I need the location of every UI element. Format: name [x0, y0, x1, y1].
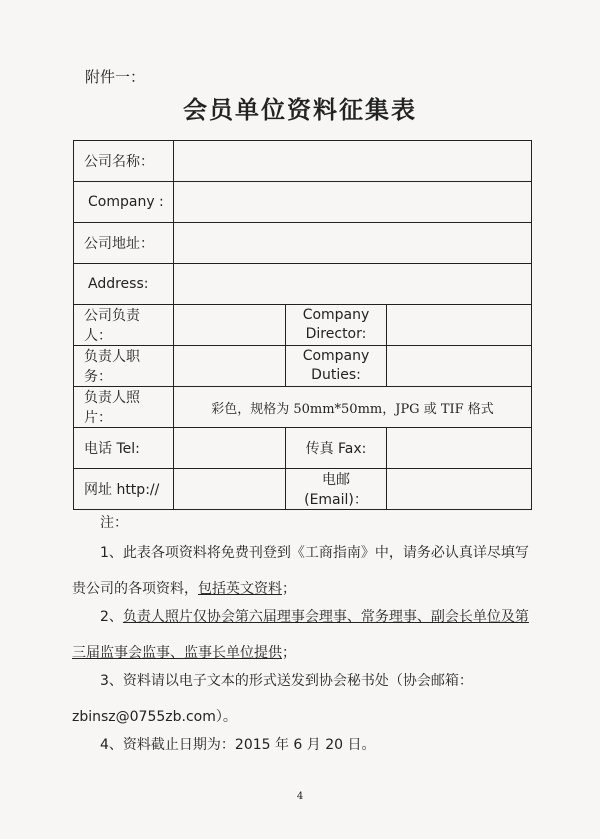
- director-en-label-line1: Company: [302, 307, 370, 323]
- website-field[interactable]: [174, 469, 286, 510]
- company-name-label: 公司名称：: [74, 141, 174, 182]
- note-3-email: zbinsz@0755zb.com）。: [72, 709, 237, 725]
- company-en-field[interactable]: [174, 182, 532, 223]
- member-info-form: [73, 140, 532, 510]
- director-en-label-line2: Director:: [305, 326, 367, 342]
- website-label: 网址 http://: [74, 469, 174, 510]
- address-label: 公司地址：: [74, 223, 174, 264]
- note-1-line1: 1、此表各项资料将免费刊登到《工商指南》中，请务必认真详尽填写: [100, 545, 529, 561]
- note-2-line1: [72, 606, 534, 626]
- note-1: [72, 542, 534, 598]
- duties-en-label: [286, 346, 387, 387]
- note-1-end: ；: [282, 581, 296, 597]
- tel-field[interactable]: [174, 428, 286, 469]
- note-3-line1: 3、资料请以电子文本的形式送发到协会秘书处（协会邮箱：: [100, 673, 473, 689]
- duties-en-label-line2: Duties:: [311, 367, 361, 383]
- director-en-field[interactable]: [387, 305, 532, 346]
- tel-label: 电话 Tel:: [74, 428, 174, 469]
- email-field[interactable]: [387, 469, 532, 510]
- duty-field[interactable]: [174, 346, 286, 387]
- notes-heading: 注：: [100, 515, 128, 531]
- note-1-underlined: 包括英文资料: [198, 581, 282, 597]
- note-1-line2: [72, 578, 534, 598]
- attachment-label: 附件一：: [85, 68, 146, 86]
- photo-note[interactable]: 彩色，规格为 50mm*50mm，JPG 或 TIF 格式: [174, 387, 532, 428]
- email-label: 电邮(Email)：: [286, 469, 387, 510]
- address-en-field[interactable]: [174, 264, 532, 305]
- page-number: 4: [296, 791, 304, 802]
- director-en-label: [286, 305, 387, 346]
- note-3: [72, 670, 534, 726]
- note-2-end: ；: [282, 645, 296, 661]
- duties-en-field[interactable]: [387, 346, 532, 387]
- fax-label: 传真 Fax:: [286, 428, 387, 469]
- note-2-underlined-b: 三届监事会监事、监事长单位提供: [72, 645, 282, 661]
- photo-label: 负责人照片：: [74, 387, 174, 428]
- note-2: [72, 606, 534, 662]
- duty-label: 负责人职务：: [74, 346, 174, 387]
- address-en-label: Address:: [74, 264, 174, 305]
- page-title: 会员单位资料征集表: [183, 95, 417, 124]
- fax-field[interactable]: [387, 428, 532, 469]
- address-field[interactable]: [174, 223, 532, 264]
- note-4: 4、资料截止日期为：2015 年 6 月 20 日。: [100, 737, 376, 753]
- director-field[interactable]: [174, 305, 286, 346]
- company-name-field[interactable]: [174, 141, 532, 182]
- company-en-label: Company :: [74, 182, 174, 223]
- duties-en-label-line1: Company: [302, 348, 370, 364]
- director-label: 公司负责人：: [74, 305, 174, 346]
- note-2-num: 2、: [100, 609, 123, 625]
- note-1-text: 贵公司的各项资料，: [72, 581, 198, 597]
- note-2-line2: [72, 642, 534, 662]
- note-2-underlined-a: 负责人照片仅协会第六届理事会理事、常务理事、副会长单位及第: [122, 609, 529, 625]
